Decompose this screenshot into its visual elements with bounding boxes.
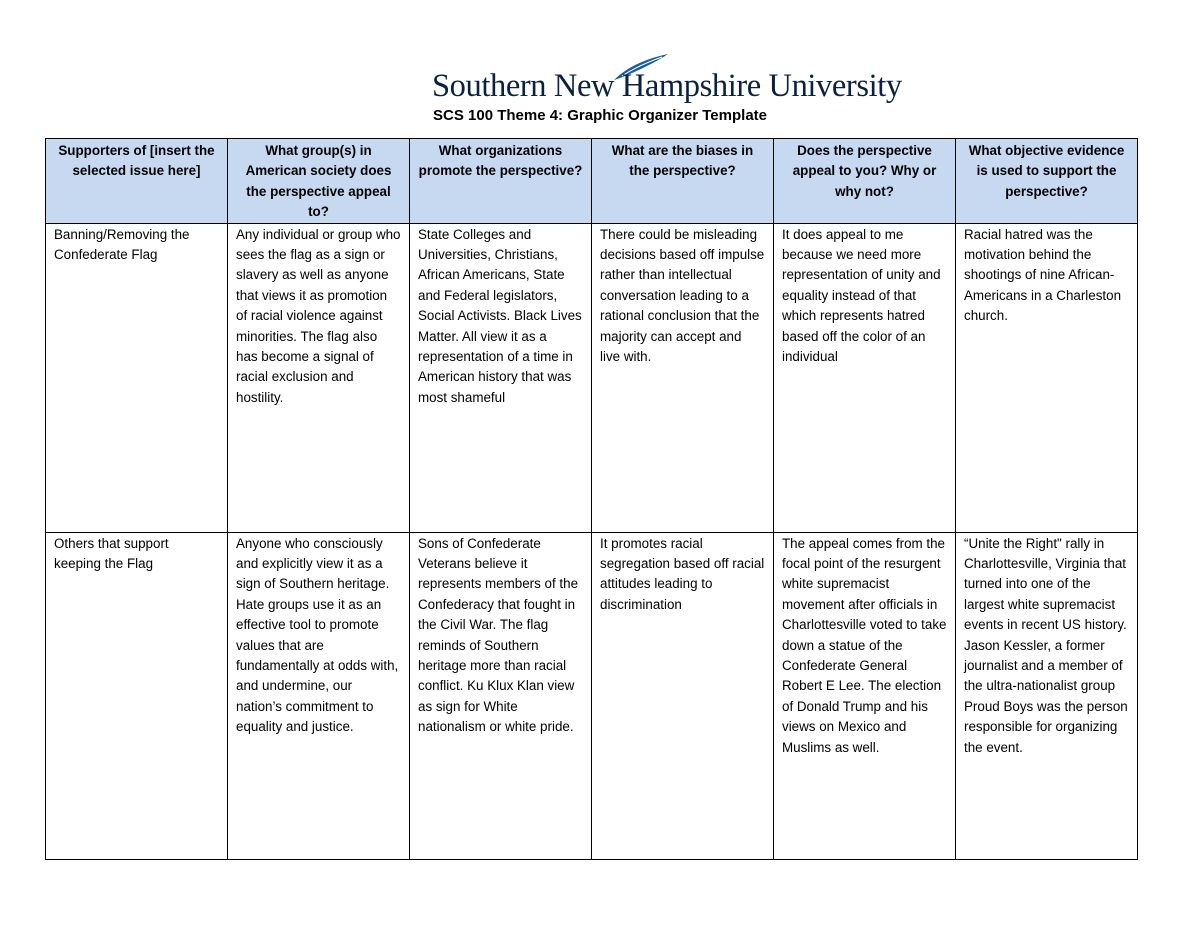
column-header-supporters: Supporters of [insert the selected issue here] — [46, 139, 228, 224]
column-header-organizations: What organizations promote the perspective? — [410, 139, 592, 224]
table-cell: The appeal comes from the focal point of the resurgent white supremacist movement after officials in Charlottesville voted to take down a statue of the Confederate General Robert E Lee. The election of Donald Trump and his views on Mexico and Muslims as well. — [774, 532, 956, 859]
table-cell: “Unite the Right" rally in Charlottesville, Virginia that turned into one of the largest white supremacist events in recent US history. Jason Kessler, a former journalist and a member of the ultra-nationalist group Proud Boys was the person responsible for organizing the event. — [956, 532, 1138, 859]
column-header-biases: What are the biases in the perspective? — [592, 139, 774, 224]
table-cell: State Colleges and Universities, Christians, African Americans, State and Federal legislators, Social Activists. Black Lives Matter. All view it as a representation of a time in American history that was most shameful — [410, 223, 592, 532]
table-cell: It promotes racial segregation based off racial attitudes leading to discrimination — [592, 532, 774, 859]
table-cell: It does appeal to me because we need more representation of unity and equality instead of that which represents hatred based off the color of an individual — [774, 223, 956, 532]
graphic-organizer-table — [45, 138, 1138, 860]
table-cell: There could be misleading decisions based off impulse rather than intellectual conversation leading to a rational conclusion that the majority can accept and live with. — [592, 223, 774, 532]
table-row — [46, 532, 1138, 859]
table-row — [46, 223, 1138, 532]
column-header-evidence: What objective evidence is used to support the perspective? — [956, 139, 1138, 224]
document-title: SCS 100 Theme 4: Graphic Organizer Template — [433, 107, 767, 124]
column-header-appeal: Does the perspective appeal to you? Why or why not? — [774, 139, 956, 224]
column-header-groups: What group(s) in American society does the perspective appeal to? — [228, 139, 410, 224]
table-cell: Others that support keeping the Flag — [46, 532, 228, 859]
table-cell: Banning/Removing the Confederate Flag — [46, 223, 228, 532]
university-name: Southern New Hampshire University — [432, 67, 902, 104]
table-cell: Anyone who consciously and explicitly view it as a sign of Southern heritage. Hate groups use it as an effective tool to promote values that are fundamentally at odds with, and undermine, our nation’s commitment to equality and justice. — [228, 532, 410, 859]
table-cell: Any individual or group who sees the flag as a sign or slavery as well as anyone that views it as promotion of racial violence against minorities. The flag also has become a signal of racial exclusion and hostility. — [228, 223, 410, 532]
university-logo — [430, 52, 902, 104]
table-cell: Sons of Confederate Veterans believe it represents members of the Confederacy that fought in the Civil War. The flag reminds of Southern heritage more than racial conflict. Ku Klux Klan view as sign for White nationalism or white pride. — [410, 532, 592, 859]
table-header-row — [46, 139, 1138, 224]
table-cell: Racial hatred was the motivation behind the shootings of nine African-Americans in a Charleston church. — [956, 223, 1138, 532]
